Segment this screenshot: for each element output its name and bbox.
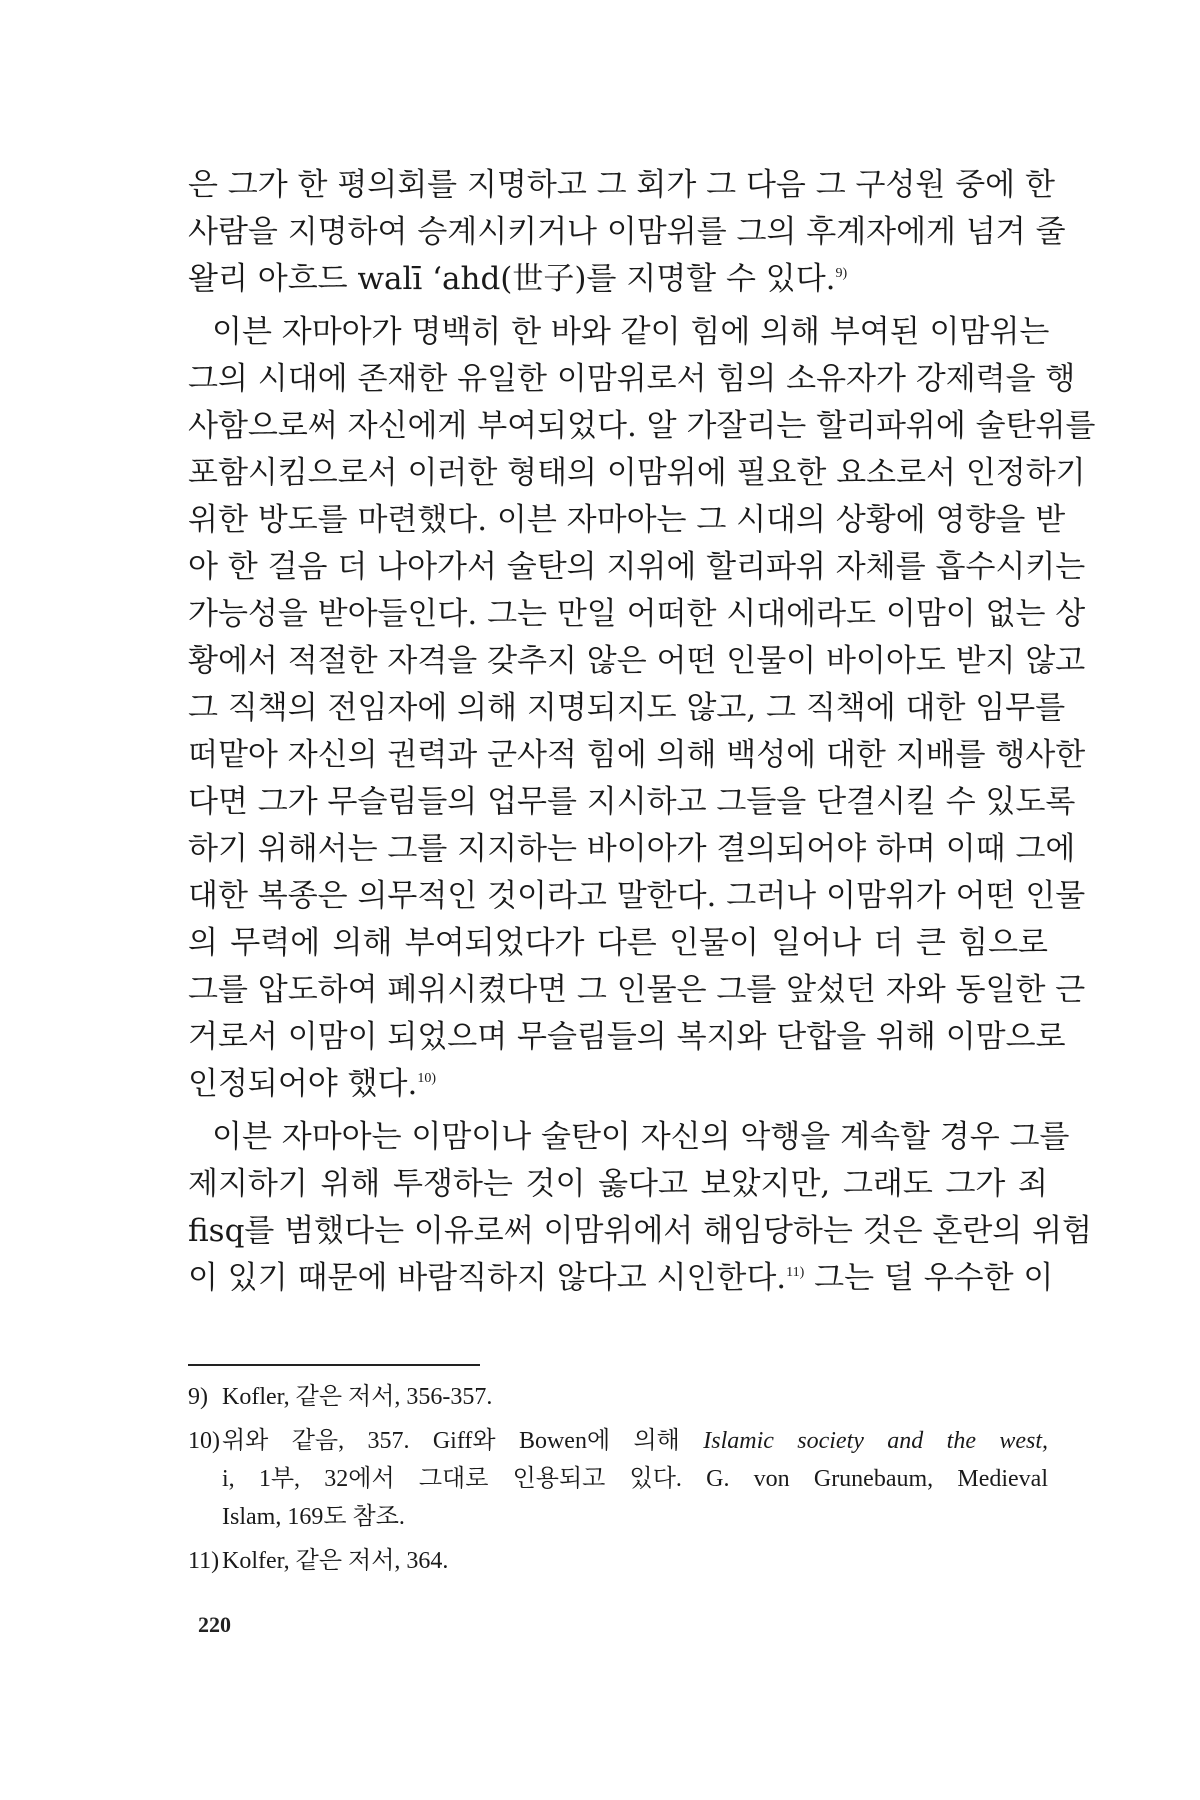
text-line — [188, 732, 1086, 779]
text-line — [188, 256, 1048, 303]
text-line — [188, 638, 1086, 685]
text-line — [188, 591, 1086, 638]
footnote-text: Kofler, 같은 저서, 356-357. — [222, 1384, 493, 1410]
text-line — [188, 1014, 1066, 1061]
text-line — [188, 403, 1096, 450]
line-text: 가능성을 받아들인다. 그는 만일 어떠한 시대에라도 이맘이 없는 상 — [188, 596, 1086, 632]
line-text: 이븐 자마아가 명백히 한 바와 같이 힘에 의해 부여된 이맘위는 — [212, 314, 1050, 350]
footnote-divider — [188, 1364, 480, 1366]
text-line — [188, 920, 1048, 967]
text-line — [188, 779, 1076, 826]
text-line — [188, 826, 1076, 873]
line-text: fisq를 범했다는 이유로써 이맘위에서 해임당하는 것은 혼란의 위험 — [188, 1213, 1093, 1249]
text-line — [188, 450, 1086, 497]
line-text: 사람을 지명하여 승계시키거나 이맘위를 그의 후계자에게 넘겨 줄 — [188, 214, 1066, 250]
footnote-reference: 11) — [786, 1265, 805, 1280]
text-line — [188, 1114, 1070, 1161]
footnote-text: Kolfer, 같은 저서, 364. — [222, 1548, 449, 1574]
footnotes — [188, 1378, 1048, 1580]
text-line — [188, 873, 1086, 920]
footnote-number: 11) — [188, 1548, 220, 1574]
line-text: 떠맡아 자신의 권력과 군사적 힘에 의해 백성에 대한 지배를 행사한 — [188, 737, 1086, 773]
line-text: 그 직책의 전임자에 의해 지명되지도 않고, 그 직책에 대한 임무를 — [188, 690, 1066, 726]
footnote-11 — [188, 1542, 1048, 1580]
line-text: 황에서 적절한 자격을 갖추지 않은 어떤 인물이 바이아도 받지 않고 — [188, 643, 1086, 679]
line-text: 의 무력에 의해 부여되었다가 다른 인물이 일어나 더 큰 힘으로 — [188, 925, 1048, 961]
line-text: 그를 압도하여 폐위시켰다면 그 인물은 그를 앞섰던 자와 동일한 근 — [188, 972, 1086, 1008]
text-line — [188, 1061, 1048, 1108]
line-text: 제지하기 위해 투쟁하는 것이 옳다고 보았지만, 그래도 그가 죄 — [188, 1166, 1048, 1202]
footnote-10 — [188, 1422, 1048, 1460]
text-line — [188, 967, 1086, 1014]
line-text: 거로서 이맘이 되었으며 무슬림들의 복지와 단합을 위해 이맘으로 — [188, 1019, 1066, 1055]
footnote-10-line-2: i, 1부, 32에서 그대로 인용되고 있다. G. von Grunebaum, Medieval — [222, 1466, 1048, 1492]
line-text: 대한 복종은 의무적인 것이라고 말한다. 그러나 이맘위가 어떤 인물 — [188, 878, 1086, 914]
footnote-number: 9) — [188, 1384, 208, 1410]
footnote-reference: 9) — [835, 266, 848, 281]
line-text: 이븐 자마아는 이맘이나 술탄이 자신의 악행을 계속할 경우 그를 — [212, 1119, 1070, 1155]
line-text-tail: 그는 덜 우수한 이 — [804, 1260, 1054, 1296]
footnote-number: 10) — [188, 1428, 220, 1454]
footnote-reference: 10) — [417, 1071, 437, 1086]
footnote-10-line-3: Islam, 169도 참조. — [222, 1504, 405, 1530]
line-text: 이 있기 때문에 바람직하지 않다고 시인한다. — [188, 1260, 787, 1296]
text-line — [188, 497, 1066, 544]
text-line — [188, 544, 1086, 591]
line-text: 왈리 아흐드 walī ‘ahd(世子)를 지명할 수 있다. — [188, 261, 836, 297]
footnote-9 — [188, 1378, 1048, 1416]
text-line — [188, 209, 1066, 256]
page-number: 220 — [198, 1612, 231, 1637]
text-line — [188, 162, 1055, 209]
footnote-text: 위와 같음, 357. Giff와 Bowen에 의해 — [222, 1428, 704, 1454]
line-text: 그의 시대에 존재한 유일한 이맘위로서 힘의 소유자가 강제력을 행 — [188, 361, 1076, 397]
text-line — [188, 1255, 1054, 1302]
line-text: 포함시킴으로서 이러한 형태의 이맘위에 필요한 요소로서 인정하기 — [188, 455, 1086, 491]
line-text: 위한 방도를 마련했다. 이븐 자마아는 그 시대의 상황에 영향을 받 — [188, 502, 1066, 538]
line-text: 은 그가 한 평의회를 지명하고 그 회가 그 다음 그 구성원 중에 한 — [188, 167, 1055, 203]
main-text — [188, 162, 1096, 1302]
line-text: 다면 그가 무슬림들의 업무를 지시하고 그들을 단결시킬 수 있도록 — [188, 784, 1076, 820]
book-title: Islamic society and the west, — [703, 1428, 1049, 1454]
text-line — [188, 309, 1048, 356]
line-text: 인정되어야 했다. — [188, 1066, 418, 1102]
text-line — [188, 1161, 1048, 1208]
text-line — [188, 1208, 1093, 1255]
text-line — [188, 685, 1066, 732]
line-text: 하기 위해서는 그를 지지하는 바이아가 결의되어야 하며 이때 그에 — [188, 831, 1076, 867]
line-text: 사함으로써 자신에게 부여되었다. 알 가잘리는 할리파위에 술탄위를 — [188, 408, 1096, 444]
text-line — [188, 356, 1076, 403]
line-text: 아 한 걸음 더 나아가서 술탄의 지위에 할리파위 자체를 흡수시키는 — [188, 549, 1086, 585]
